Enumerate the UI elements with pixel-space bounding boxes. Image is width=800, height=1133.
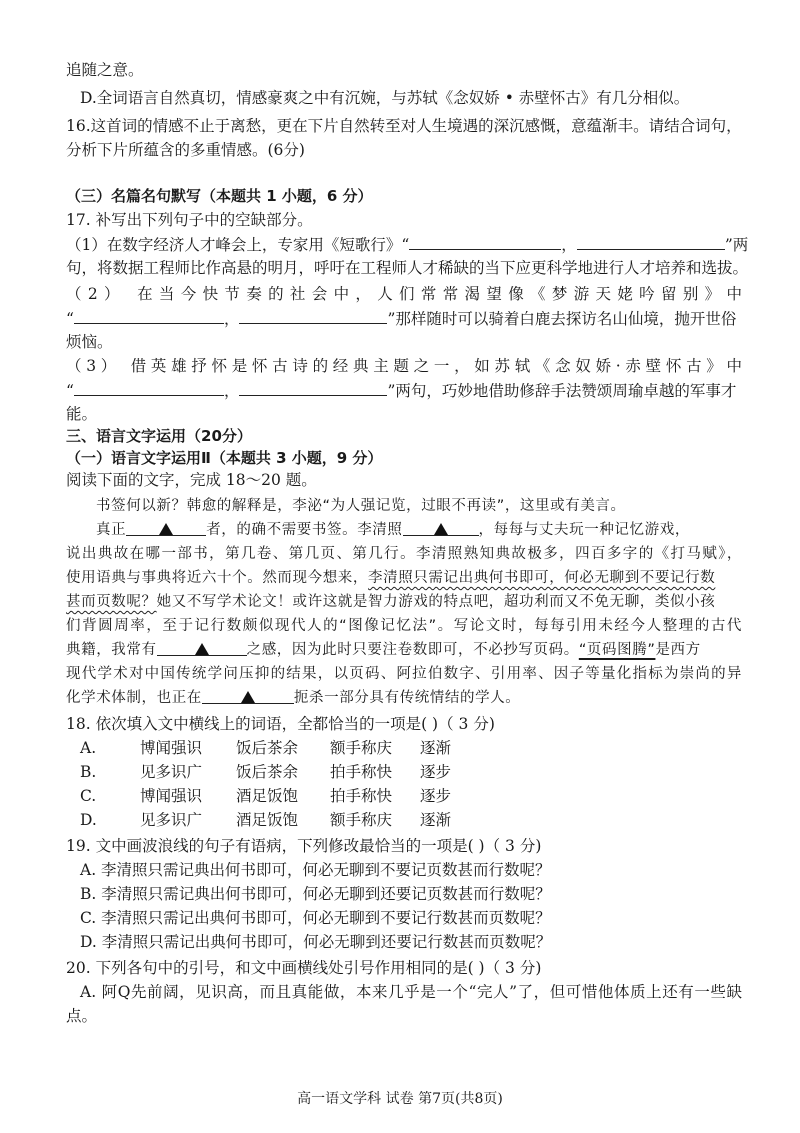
question-19-option[interactable]: B. 李清照只需记典出何书即可，何必无聊到还要记页数甚而行数呢？ [80,885,551,903]
passage-line [66,638,742,662]
question-17-item-3: （3） 借英雄抒怀是怀古诗的经典主题之一，如苏轼《念奴娇·赤壁怀古》中 [66,357,742,375]
question-20-option-a[interactable]: A. 阿Q先前阔，见识高，而且真能做，本来几乎是一个“完人”了，但可惜他体质上还有一些缺 [80,983,742,1001]
question-17-item-3-blanks [66,378,742,402]
option-word: 博闻强识 [140,739,203,757]
question-19-stem: 19. 文中画波浪线的句子有语病，下列修改最恰当的一项是( )（ 3 分) [66,837,542,855]
option-word: 额手称庆 [330,811,393,829]
answer-blank[interactable] [577,232,725,250]
passage-line [66,686,742,710]
passage-line: 们背圆周率，至于记行数颇似现代人的“图像记忆法”。写论文时，每每引用未经今人整理的古代 [66,618,742,634]
passage-text: ，每每与丈夫玩一种记忆游戏， [478,522,690,538]
passage-line [66,566,742,590]
reading-instruction: 阅读下面的文字，完成 18～20 题。 [66,471,317,489]
text-line: 点。 [66,1007,98,1025]
item-text: ”那样随时可以骑着白鹿去探访名山仙境，抛开世俗 [387,310,737,328]
passage-text: 真正 [96,522,127,538]
item-text: ， [223,382,240,400]
question-18-option[interactable] [80,736,742,760]
passage-line: 说出典故在哪一部书，第几卷、第几页、第几行。李清照熟知典故极多，四百多字的《打马赋》， [66,546,742,562]
option-letter: C. [80,787,97,805]
option-word: 额手称庆 [330,739,393,757]
question-17-item-1 [66,232,749,256]
item-text: ， [561,236,577,254]
passage-text: 扼杀一部分具有传统情结的学人。 [293,690,521,706]
question-18-option[interactable] [80,784,742,808]
text-line: 能。 [66,405,98,423]
triangle-icon [241,691,255,703]
wavy-underlined-sentence: 李清照只需记出典何书即可，何必无聊到不要记行数 [368,570,716,586]
sub-heading-language: （一）语言文字运用Ⅱ（本题共 3 小题，9 分） [66,449,383,467]
option-word: 饭后茶余 [236,763,299,781]
passage-text: 是西方 [655,642,701,658]
option-word: 博闻强识 [140,787,203,805]
answer-blank[interactable] [202,686,294,704]
passage-text: 典籍，我常有 [66,642,157,658]
option-word: 逐步 [420,763,452,781]
question-17-item-2: （2） 在当今快节奏的社会中，人们常常渴望像《梦游天姥吟留别》中 [66,285,742,303]
answer-blank[interactable] [239,306,387,324]
question-20-stem: 20. 下列各句中的引号，和文中画横线处引号作用相同的是( )（ 3 分) [66,959,542,977]
passage-text: 使用语典与事典将近六十个。然而现今想来， [66,570,368,586]
answer-blank[interactable] [157,638,247,656]
item-text: “ [66,382,74,400]
question-19-option[interactable]: D. 李清照只需记出典何书即可，何必无聊到还要记行数甚而页数呢？ [80,933,552,951]
answer-blank[interactable] [409,232,561,250]
item-text: ”两句，巧妙地借助修辞手法赞颂周瑜卓越的军事才 [387,382,737,400]
question-18-option[interactable] [80,808,742,832]
option-word: 拍手称快 [330,787,393,805]
passage-line [96,518,742,542]
item-text: （1）在数字经济人才峰会上，专家用《短歌行》“ [66,236,410,254]
item-text: “ [66,310,74,328]
option-word: 逐渐 [420,739,452,757]
underlined-quote: “页码图腾” [578,642,656,658]
question-17-stem: 17. 补写出下列句子中的空缺部分。 [66,211,313,229]
question-16-line-2: 分析下片所蕴含的多重情感。(6分) [66,141,305,159]
option-letter: A. [80,739,97,757]
answer-blank[interactable] [74,306,224,324]
page-footer: 高一语文学科 试卷 第7页(共8页) [297,1091,503,1107]
answer-blank[interactable] [239,378,387,396]
option-word: 见多识广 [140,763,203,781]
passage-text: 者，的确不需要书签。李清照 [206,522,403,538]
passage-text: 她又不写学术论文！或许这就是智力游戏的特点吧，超功利而又不免无聊，类似小孩 [156,594,716,610]
item-text: ， [223,310,240,328]
passage-text: 之感，因为此时只要注卷数即可，不必抄写页码。 [246,642,579,658]
question-18-stem: 18. 依次填入文中横线上的词语，全都恰当的一项是( )（ 3 分) [66,715,495,733]
option-word: 逐渐 [420,811,452,829]
passage-line [66,590,742,614]
answer-blank[interactable] [403,518,479,536]
triangle-icon [195,643,209,655]
answer-blank[interactable] [74,378,224,396]
option-word: 饭后茶余 [236,739,299,757]
section-heading-recitation: （三）名篇名句默写（本题共 1 小题，6 分） [66,187,373,205]
question-17-item-2-blanks [66,306,742,330]
passage-line: 书签何以新？韩愈的解释是，李泌“为人强记览，过眼不再读”，这里或有美言。 [96,498,626,514]
question-18-option[interactable] [80,760,742,784]
answer-blank[interactable] [126,518,206,536]
passage-line: 现代学术对中国传统学问压抑的结果，以页码、阿拉伯数字、引用率、因子等量化指标为崇尚的异 [66,666,742,682]
question-19-option[interactable]: A. 李清照只需记典出何书即可，何必无聊到不要记页数甚而行数呢？ [80,861,551,879]
triangle-icon [159,523,173,535]
option-word: 酒足饭饱 [236,811,299,829]
part-heading-language: 三、语言文字运用（20分） [66,427,252,445]
question-16-line-1: 16.这首词的情感不止于离愁，更在下片自然转至对人生境遇的深沉感慨，意蕴渐丰。请结合词句， [66,117,742,135]
passage-text: 化学术体制，也正在 [66,690,202,706]
option-word: 见多识广 [140,811,203,829]
text-line: 烦恼。 [66,333,113,351]
text-line: 追随之意。 [66,61,144,79]
question-19-option[interactable]: C. 李清照只需记出典何书即可，何必无聊到不要记行数甚而页数呢？ [80,909,551,927]
wavy-underlined-sentence: 甚而页数呢？ [66,594,157,610]
option-letter: D. [80,811,97,829]
option-word: 逐步 [420,787,452,805]
option-d-line: D.全词语言自然真切，情感豪爽之中有沉婉，与苏轼《念奴娇 • 赤壁怀古》有几分相似。 [80,89,690,107]
item-text: ”两 [724,236,749,254]
option-word: 拍手称快 [330,763,393,781]
option-word: 酒足饭饱 [236,787,299,805]
text-line: 句，将数据工程师比作高悬的明月，呼吁在工程师人才稀缺的当下应更科学地进行人才培养和选拔。 [66,259,749,277]
option-letter: B. [80,763,97,781]
triangle-icon [434,523,448,535]
